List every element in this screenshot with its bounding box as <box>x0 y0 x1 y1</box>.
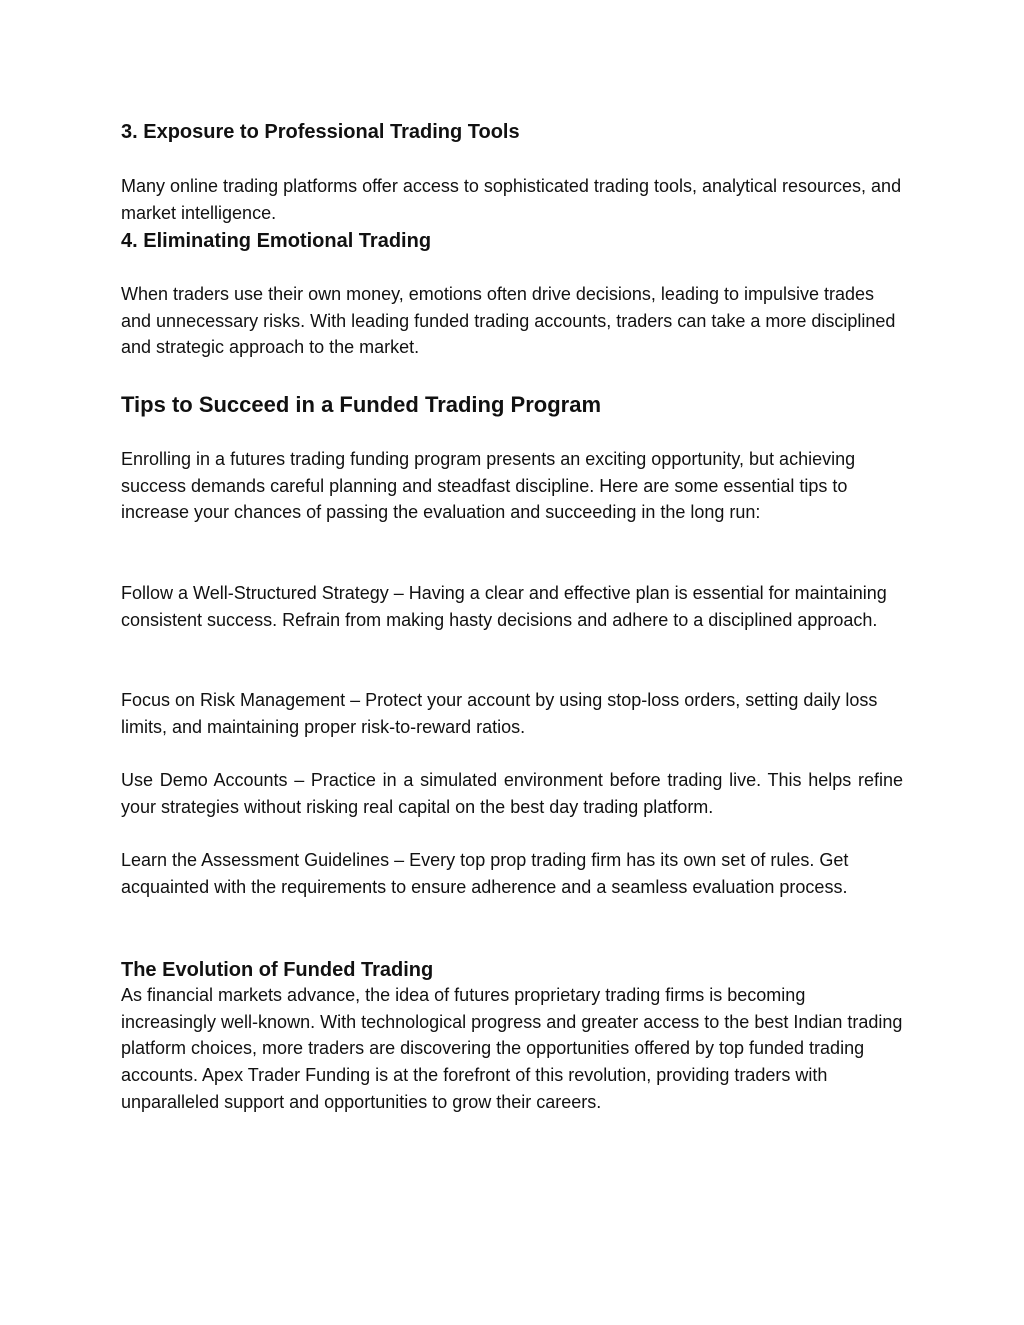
section-4-paragraph: When traders use their own money, emotions often drive decisions, leading to impulsive trades and unnecessary risks. With leading funded trading accounts, traders can take a more disciplined and strategic approach to the market. <box>121 284 896 358</box>
section-3-heading: 3. Exposure to Professional Trading Tools <box>121 121 520 143</box>
tips-heading: Tips to Succeed in a Funded Trading Program <box>121 392 602 417</box>
tips-intro-paragraph: Enrolling in a futures trading funding program presents an exciting opportunity, but achieving success demands careful planning and steadfast discipline. Here are some essential tips to increase your chances of passing the evaluation and succeeding in the long run: <box>121 449 856 523</box>
tip-demo-paragraph: Use Demo Accounts – Practice in a simulated environment before trading live. This helps refine your strategies without risking real capital on the best day trading platform. <box>121 770 903 817</box>
tip-strategy-paragraph: Follow a Well-Structured Strategy – Having a clear and effective plan is essential for maintaining consistent success. Refrain from making hasty decisions and adhere to a disciplined approach. <box>121 583 887 630</box>
section-3-paragraph: Many online trading platforms offer access to sophisticated trading tools, analytical resources, and market intelligence. <box>121 176 902 223</box>
section-4-heading: 4. Eliminating Emotional Trading <box>121 230 432 252</box>
evolution-paragraph: As financial markets advance, the idea of futures proprietary trading firms is becoming increasingly well-known. With technological progress and greater access to the best Indian trading platform choices, more traders are discovering the opportunities offered by top funded trading accounts. Apex Trader Funding is at the forefront of this revolution, providing traders with unparalleled support and opportunities to grow their careers. <box>121 985 903 1112</box>
tip-risk-paragraph: Focus on Risk Management – Protect your account by using stop-loss orders, setting daily loss limits, and maintaining proper risk-to-reward ratios. <box>121 690 878 737</box>
evolution-heading: The Evolution of Funded Trading <box>121 959 434 981</box>
tip-guidelines-paragraph: Learn the Assessment Guidelines – Every top prop trading firm has its own set of rules. Get acquainted with the requirements to ensure adherence and a seamless evaluation process. <box>121 850 849 897</box>
